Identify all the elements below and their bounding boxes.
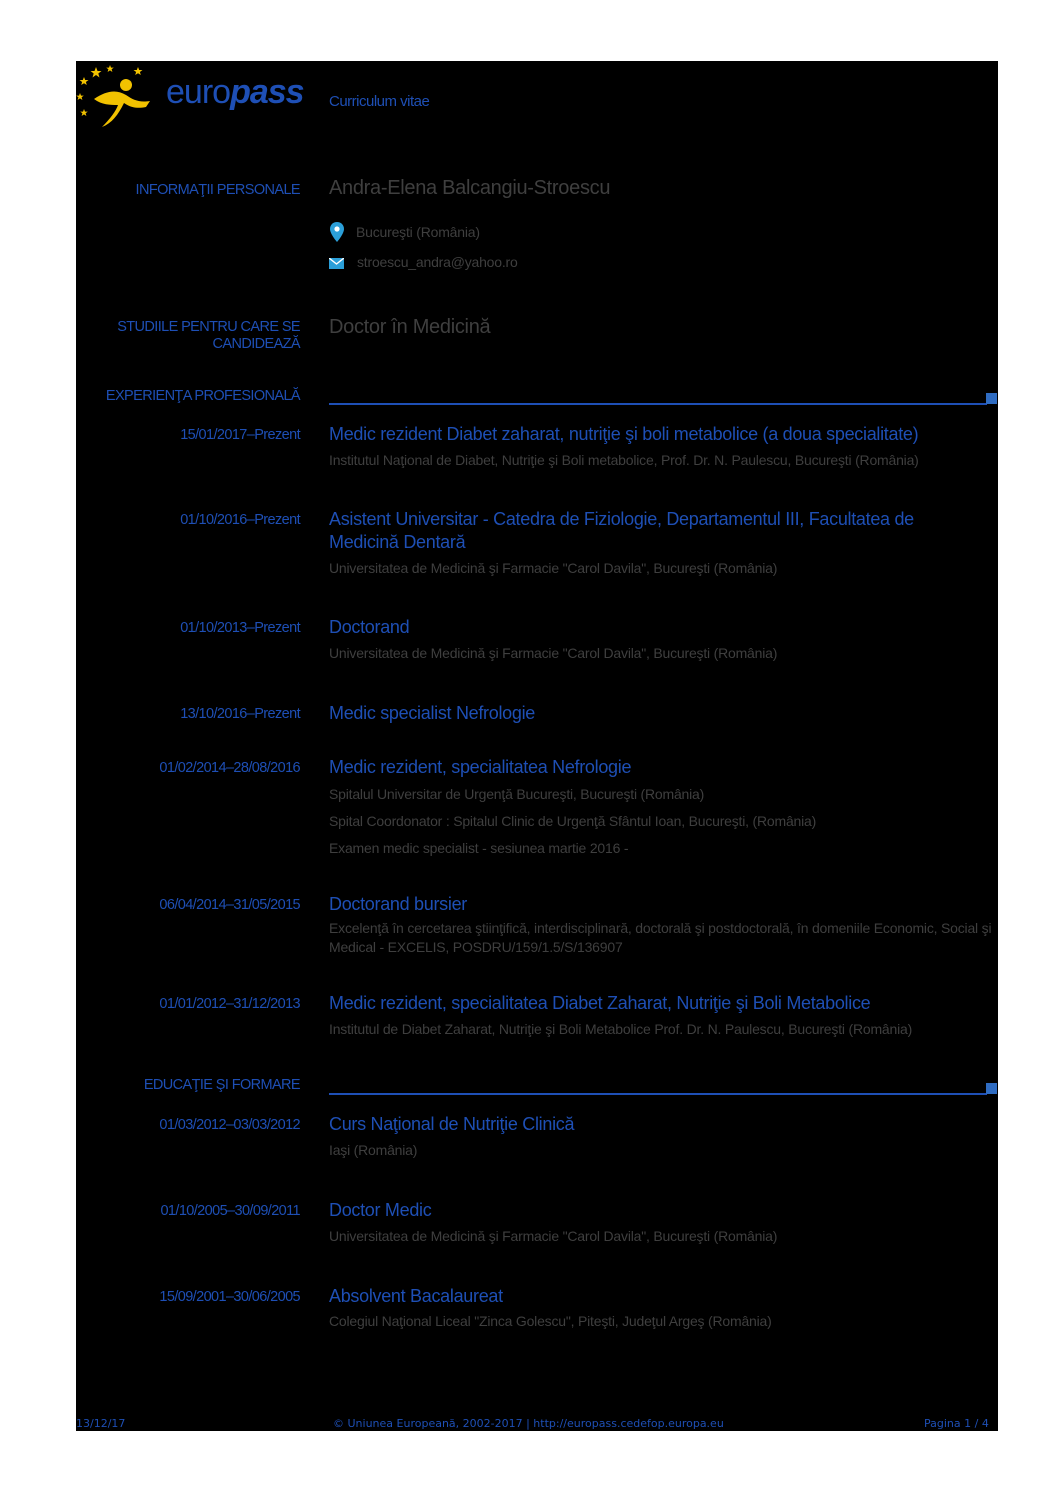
footer-page-number: Pagina 1 / 4 [924,1417,989,1430]
section-label-personal: INFORMAŢII PERSONALE [135,182,300,198]
section-marker [986,1083,997,1094]
exp-date: 15/01/2017–Prezent [180,427,300,443]
exp-date: 06/04/2014–31/05/2015 [159,897,300,913]
exp-detail: Universitatea de Medicină şi Farmacie "Carol Davila", Bucureşti (România) [329,560,778,576]
logo-pass: pass [230,73,304,111]
section-label-experience: EXPERIENŢA PROFESIONALĂ [105,388,300,404]
edu-detail: Colegiul Naţional Liceal "Zinca Golescu", Piteşti, Judeţul Argeş (România) [329,1313,772,1329]
edu-title: Curs Naţional de Nutriţie Clinică [329,1114,575,1134]
edu-title: Absolvent Bacalaureat [329,1286,503,1306]
location-pin-icon [330,222,344,242]
person-email[interactable]: stroescu_andra@yahoo.ro [357,254,518,270]
exp-title: Asistent Universitar - Catedra de Fiziologie, Departamentul III, Facultatea de Medicină Dentară [329,509,914,552]
footer-date: 13/12/17 [76,1417,126,1430]
exp-title: Doctorand bursier [329,894,467,914]
exp-detail: Spitalul Universitar de Urgenţă Bucureşti, Bucureşti (România) [329,786,705,802]
exp-detail: Institutul de Diabet Zaharat, Nutriţie şi Boli Metabolice Prof. Dr. N. Paulescu, Bucureşti (România) [329,1021,913,1037]
exp-detail: Examen medic specialist - sesiunea martie 2016 - [329,840,629,856]
exp-detail: Institutul Naţional de Diabet, Nutriţie şi Boli metabolice, Prof. Dr. N. Paulescu, Bucureşti (România) [329,452,919,468]
envelope-icon [329,258,344,269]
exp-title: Medic rezident Diabet zaharat, nutriţie şi boli metabolice (a doua specialitate) [329,424,919,444]
section-rule [329,403,987,405]
edu-detail: Iaşi (România) [329,1142,418,1158]
exp-date: 01/10/2013–Prezent [180,620,300,636]
logo-euro: euro [166,73,231,111]
exp-title: Medic rezident, specialitatea Diabet Zaharat, Nutriţie şi Boli Metabolice [329,993,871,1013]
doc-title: Curriculum vitae [329,93,430,110]
edu-detail: Universitatea de Medicină şi Farmacie "Carol Davila", Bucureşti (România) [329,1228,778,1244]
edu-title: Doctor Medic [329,1200,432,1220]
studies-value: Doctor în Medicină [329,316,491,338]
person-name: Andra-Elena Balcangiu-Stroescu [329,177,611,199]
europass-wordmark [166,73,304,112]
exp-date: 13/10/2016–Prezent [180,706,300,722]
edu-date: 01/03/2012–03/03/2012 [159,1117,300,1133]
exp-detail: Universitatea de Medicină şi Farmacie "Carol Davila", Bucureşti (România) [329,645,778,661]
section-label-education: EDUCAŢIE ŞI FORMARE [143,1077,300,1093]
section-rule [329,1093,987,1095]
exp-detail: Excelenţă în cercetarea ştiinţifică, interdisciplinară, doctorală şi postdoctorală, în domeniile Economic, Social şi Medical - EXCELIS, POSDRU/159/1.5/S/136907 [329,920,992,955]
exp-date: 01/02/2014–28/08/2016 [159,760,300,776]
exp-title: Medic rezident, specialitatea Nefrologie [329,757,632,777]
section-label-studies: STUDIILE PENTRU CARE SE CANDIDEAZĂ [117,319,300,352]
exp-title: Medic specialist Nefrologie [329,703,535,723]
europass-figure-icon [76,61,176,131]
exp-date: 01/10/2016–Prezent [180,512,300,528]
exp-detail: Spital Coordonator : Spitalul Clinic de Urgenţă Sfântul Ioan, Bucureşti, (România) [329,813,817,829]
person-location: Bucureşti (România) [356,224,480,240]
europass-logo [76,61,316,131]
exp-title: Doctorand [329,617,410,637]
edu-date: 01/10/2005–30/09/2011 [160,1203,300,1219]
exp-date: 01/01/2012–31/12/2013 [159,996,300,1012]
footer-copyright[interactable]: © Uniunea Europeană, 2002-2017 | http://europass.cedefop.europa.eu [333,1417,724,1430]
edu-date: 15/09/2001–30/06/2005 [159,1289,300,1305]
section-marker [986,393,997,404]
